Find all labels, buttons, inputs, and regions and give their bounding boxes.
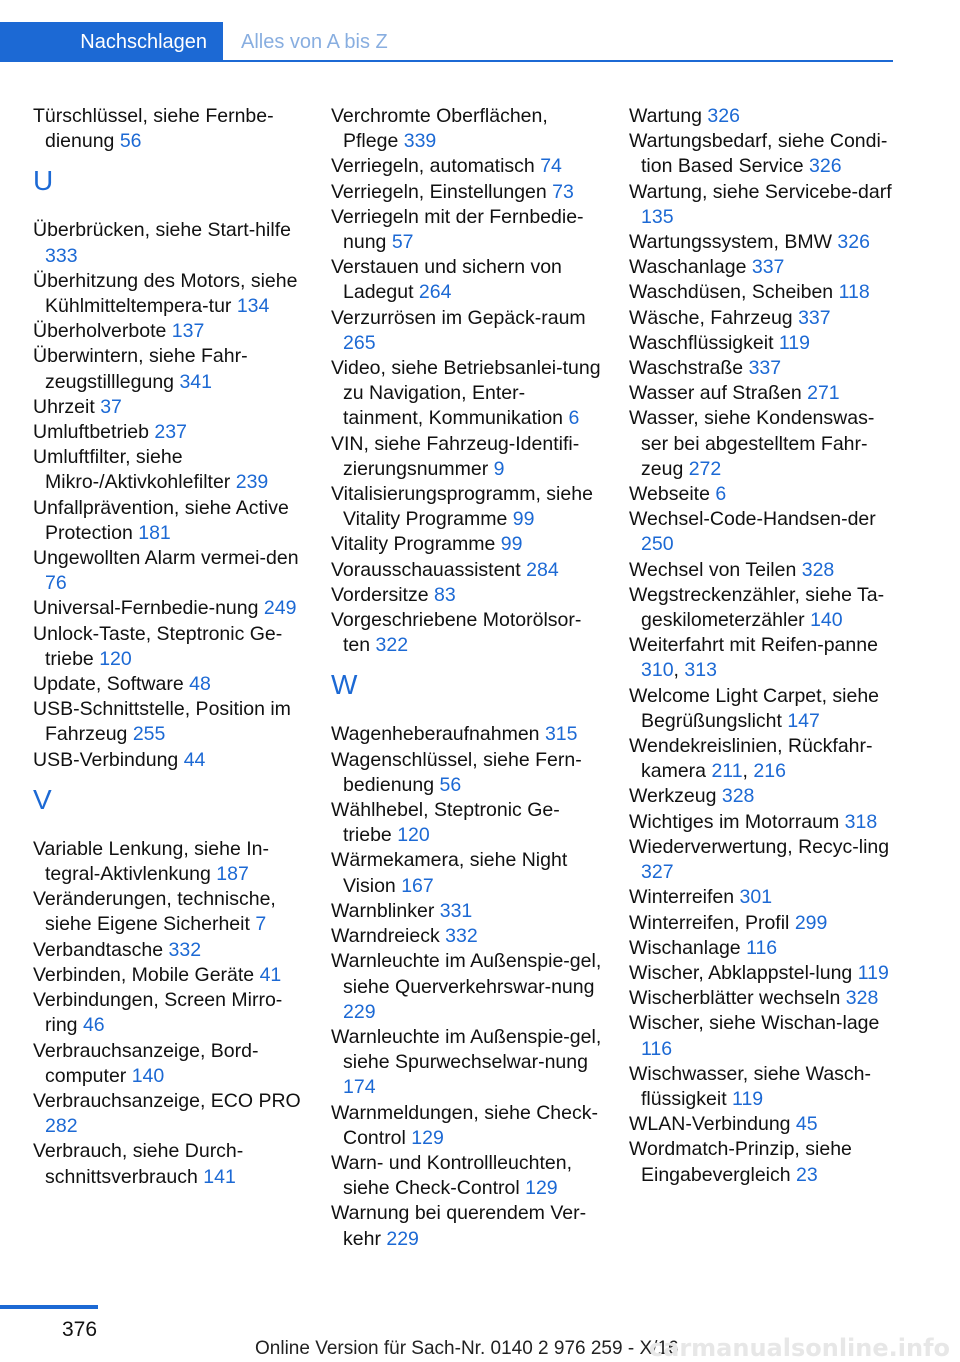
index-entry bbox=[629, 835, 901, 885]
index-entry bbox=[331, 722, 603, 747]
index-entry-term: Wischanlage bbox=[629, 936, 747, 959]
page-link[interactable]: 6 bbox=[715, 483, 727, 506]
page-link[interactable]: 331 bbox=[439, 899, 473, 922]
index-entry bbox=[33, 887, 305, 937]
page-link[interactable]: 301 bbox=[739, 886, 773, 909]
page-link[interactable]: 181 bbox=[138, 521, 171, 544]
page-link[interactable]: 265 bbox=[343, 331, 376, 354]
index-entry-term: Unlock-Taste, Steptronic Ge-triebe bbox=[33, 622, 283, 670]
index-entry-term: Überwintern, siehe Fahr-zeugstilllegung bbox=[33, 345, 248, 393]
index-entry-term: Verzurrösen im Gepäck-raum bbox=[331, 306, 586, 329]
index-entry bbox=[33, 697, 305, 747]
index-entry bbox=[33, 104, 305, 154]
page-link[interactable]: 46 bbox=[82, 1014, 105, 1037]
index-entry-term: Winterreifen bbox=[629, 886, 740, 909]
page-link[interactable]: 174 bbox=[343, 1076, 376, 1099]
index-entry-term: Wordmatch-Prinzip, siehe Eingabevergleich bbox=[629, 1138, 852, 1186]
page-link[interactable]: 229 bbox=[386, 1227, 419, 1250]
index-entry-term: Webseite bbox=[629, 483, 716, 506]
index-entry-term: Wärmekamera, siehe Night Vision bbox=[331, 849, 568, 897]
page-link[interactable]: 23 bbox=[796, 1163, 818, 1186]
section-tab[interactable] bbox=[0, 22, 223, 62]
index-entry bbox=[331, 1025, 603, 1101]
section-tab-label: Nachschlagen bbox=[80, 30, 207, 53]
page-link[interactable]: 332 bbox=[168, 938, 202, 961]
index-entry bbox=[629, 406, 901, 482]
index-entry-term: Verbindungen, Screen Mirro-ring bbox=[33, 989, 283, 1037]
page-link[interactable]: 328 bbox=[845, 987, 879, 1010]
page-link[interactable]: 327 bbox=[641, 861, 674, 884]
index-entry bbox=[331, 356, 603, 432]
index-entry bbox=[33, 319, 305, 344]
index-entry bbox=[33, 546, 305, 596]
page-link[interactable]: 74 bbox=[540, 155, 562, 178]
index-entry bbox=[629, 230, 901, 255]
index-entry bbox=[33, 269, 305, 319]
page-link[interactable]: 332 bbox=[445, 925, 478, 948]
page-link[interactable]: 299 bbox=[794, 911, 828, 934]
page-link[interactable]: 322 bbox=[375, 634, 409, 657]
index-entry bbox=[331, 848, 603, 898]
index-entry-term: Verriegeln mit der Fernbedie-nung bbox=[331, 205, 584, 254]
page-link[interactable]: 339 bbox=[403, 130, 437, 153]
subsection-tab-label: Alles von A bis Z bbox=[241, 30, 388, 53]
index-entry bbox=[629, 482, 901, 507]
page-link[interactable]: 313 bbox=[684, 659, 717, 682]
index-entry bbox=[331, 432, 603, 482]
index-column-3 bbox=[629, 104, 901, 1188]
index-entry bbox=[33, 496, 305, 546]
index-entry-term: Weiterfahrt mit Reifen-panne bbox=[629, 634, 878, 657]
page-link[interactable]: 341 bbox=[179, 370, 212, 393]
index-entry-term: USB-Verbindung bbox=[33, 748, 184, 771]
index-letter-heading: V bbox=[33, 783, 52, 815]
index-entry-term: Wegstreckenzähler, siehe Ta-geskilometerzähler bbox=[629, 583, 885, 632]
page-link[interactable]: 135 bbox=[641, 205, 674, 228]
page-number: 376 bbox=[62, 1318, 98, 1341]
page-link[interactable]: 249 bbox=[263, 597, 297, 620]
index-entry-term: Vordersitze bbox=[331, 583, 434, 606]
index-entry-term: Unfallprävention, siehe Active Protection bbox=[33, 496, 289, 544]
index-entry bbox=[33, 672, 305, 697]
index-entry-term: Universal-Fernbedie-nung bbox=[33, 597, 264, 620]
index-entry bbox=[629, 1011, 901, 1061]
index-entry bbox=[33, 596, 305, 621]
index-entry-term: Warnleuchte im Außenspie-gel, siehe Querverkehrswar-nung bbox=[331, 950, 602, 998]
index-entry-term: Wartung bbox=[629, 105, 708, 127]
index-entry-term: Türschlüssel, siehe Fernbe-dienung bbox=[33, 105, 274, 153]
index-entry-term: Überholverbote bbox=[33, 320, 172, 343]
index-entry bbox=[331, 1101, 603, 1151]
index-entry bbox=[331, 608, 603, 658]
page-link[interactable]: 282 bbox=[45, 1115, 78, 1138]
index-entry bbox=[629, 1062, 901, 1112]
index-entry-term: Verbinden, Mobile Geräte bbox=[33, 963, 260, 986]
page-link[interactable]: 337 bbox=[748, 357, 782, 380]
page-link[interactable]: 9 bbox=[493, 457, 505, 480]
index-entry bbox=[629, 936, 901, 961]
index-entry-term: Wischwasser, siehe Wasch-flüssigkeit bbox=[629, 1062, 872, 1110]
index-entry bbox=[331, 532, 603, 557]
index-entry bbox=[33, 395, 305, 420]
page-link[interactable]: 45 bbox=[795, 1113, 818, 1136]
page-link[interactable]: 57 bbox=[391, 231, 414, 254]
index-entry bbox=[629, 129, 901, 179]
index-entry-term: Wartung, siehe Servicebe-darf bbox=[629, 180, 892, 203]
page-link[interactable]: 310 bbox=[641, 659, 674, 682]
index-entry-term: Vitality Programme bbox=[331, 533, 501, 556]
page-link[interactable]: 187 bbox=[216, 863, 249, 886]
page-link[interactable]: 119 bbox=[732, 1087, 764, 1110]
index-entry bbox=[629, 784, 901, 809]
index-entry-term: Waschanlage bbox=[629, 256, 752, 279]
page-link[interactable]: 116 bbox=[746, 936, 778, 959]
page-link[interactable]: 137 bbox=[171, 320, 205, 343]
index-entry-term: Warnung bei querendem Ver-kehr bbox=[331, 1202, 587, 1250]
page-link[interactable]: 140 bbox=[131, 1064, 165, 1087]
page-link[interactable]: 328 bbox=[801, 558, 835, 581]
index-entry-term: Warnblinker bbox=[331, 899, 440, 922]
index-entry-term: Verriegeln, Einstellungen bbox=[331, 180, 553, 203]
index-letter-heading: W bbox=[331, 669, 358, 701]
index-entry-term: Veränderungen, technische, siehe Eigene Sicherheit bbox=[33, 888, 276, 936]
index-column-1 bbox=[33, 104, 305, 1190]
index-entry bbox=[33, 218, 305, 268]
page-link[interactable]: 333 bbox=[45, 244, 78, 267]
index-entry-term: Waschstraße bbox=[629, 357, 749, 380]
index-entry-term: Werkzeug bbox=[629, 785, 722, 808]
index-entry bbox=[331, 798, 603, 848]
index-entry bbox=[629, 911, 901, 936]
index-entry-term: Warnmeldungen, siehe Check-Control bbox=[331, 1101, 598, 1149]
page-link[interactable]: 272 bbox=[688, 457, 722, 480]
page-link[interactable]: 147 bbox=[787, 709, 820, 732]
index-entry bbox=[331, 949, 603, 1025]
page-link[interactable]: 211 bbox=[711, 760, 743, 783]
index-entry bbox=[629, 306, 901, 331]
index-entry-term: Welcome Light Carpet, siehe Begrüßungslicht bbox=[629, 684, 880, 732]
index-entry-term: Wagenheberaufnahmen bbox=[331, 723, 545, 746]
index-entry: Weiterfahrt mit Reifen-panne 310, 313 bbox=[629, 634, 878, 682]
index-entry-term: Wäsche, Fahrzeug bbox=[629, 306, 799, 329]
index-entry-term: Wischer, Abklappstel-lung bbox=[629, 961, 858, 984]
index-entry bbox=[331, 154, 603, 179]
index-entry-term: Verbandtasche bbox=[33, 938, 169, 961]
index-entry-term: Wischerblätter wechseln bbox=[629, 987, 846, 1010]
index-entry-term: Wiederverwertung, Recyc-ling bbox=[629, 835, 890, 858]
index-entry bbox=[33, 963, 305, 988]
index-entry bbox=[33, 837, 305, 887]
page-link[interactable]: 326 bbox=[707, 105, 740, 127]
index-entry bbox=[331, 104, 603, 154]
page-link[interactable]: 73 bbox=[552, 180, 574, 203]
page-link[interactable]: 83 bbox=[433, 583, 456, 606]
index-entry bbox=[629, 1137, 901, 1187]
page-link[interactable]: 116 bbox=[641, 1037, 673, 1060]
index-entry-term: Wagenschlüssel, siehe Fern-bedienung bbox=[331, 748, 582, 796]
index-entry-term: USB-Schnittstelle, Position im Fahrzeug bbox=[33, 698, 291, 746]
index-entry bbox=[629, 255, 901, 280]
page-link[interactable]: 141 bbox=[203, 1165, 236, 1188]
page-link[interactable]: 328 bbox=[721, 785, 755, 808]
index-entry-term: Verbrauchsanzeige, ECO PRO bbox=[33, 1089, 301, 1112]
page-link[interactable]: 120 bbox=[99, 647, 132, 670]
index-entry bbox=[33, 748, 305, 773]
index-entry bbox=[629, 356, 901, 381]
index-entry-term: Warnleuchte im Außenspie-gel, siehe Spurwechselwar-nung bbox=[331, 1025, 602, 1074]
index-entry-term: Wischer, siehe Wischan-lage bbox=[629, 1012, 880, 1035]
index-entry bbox=[331, 558, 603, 583]
page-link[interactable]: 167 bbox=[401, 874, 434, 897]
page-link[interactable]: 229 bbox=[343, 1000, 376, 1023]
subsection-tab[interactable] bbox=[241, 22, 388, 62]
index-entry bbox=[331, 306, 603, 356]
page-link[interactable]: 284 bbox=[526, 558, 559, 581]
page-link[interactable]: 134 bbox=[236, 295, 270, 318]
index-entry bbox=[331, 583, 603, 608]
index-entry bbox=[331, 899, 603, 924]
watermark: carmanualsonline.info bbox=[648, 1334, 950, 1362]
index-entry-term: Verbrauchsanzeige, Bord-computer bbox=[33, 1039, 259, 1087]
page-link[interactable]: 44 bbox=[183, 748, 206, 771]
index-entry-term: Uhrzeit bbox=[33, 395, 101, 418]
edition-note: Online Version für Sach-Nr. 0140 2 976 259 - X/16 bbox=[255, 1338, 679, 1359]
page-link[interactable]: 99 bbox=[500, 533, 523, 556]
page-link[interactable]: 337 bbox=[751, 256, 785, 279]
index-entry-term: Warn- und Kontrollleuchten, siehe Check-Control bbox=[331, 1151, 572, 1200]
page-link[interactable]: 48 bbox=[189, 673, 211, 696]
index-entry-term: VIN, siehe Fahrzeug-Identifi-zierungsnummer bbox=[331, 432, 580, 480]
index-entry bbox=[629, 558, 901, 583]
index-entry-term: Verchromte Oberflächen, Pflege bbox=[331, 105, 548, 153]
index-entry bbox=[629, 684, 901, 734]
page-link[interactable]: 56 bbox=[439, 773, 462, 796]
page-link[interactable]: 326 bbox=[837, 231, 870, 254]
index-entry-term: Wählhebel, Steptronic Ge-triebe bbox=[331, 799, 560, 847]
index-entry bbox=[331, 180, 603, 205]
index-entry bbox=[33, 938, 305, 963]
page-link[interactable]: 318 bbox=[844, 810, 878, 833]
index-entry bbox=[33, 344, 305, 394]
index-entry: Wendekreislinien, Rückfahr-kamera 211, 216 bbox=[629, 735, 873, 783]
page-link[interactable]: 337 bbox=[798, 306, 831, 329]
page-link[interactable]: 255 bbox=[132, 723, 166, 746]
page-link[interactable]: 56 bbox=[119, 130, 142, 153]
index-entry-term: Update, Software bbox=[33, 673, 190, 696]
index-entry-term: Überhitzung des Motors, siehe Kühlmitteltempera-tur bbox=[33, 269, 298, 318]
index-entry bbox=[33, 988, 305, 1038]
index-entry bbox=[331, 1201, 603, 1251]
index-entry bbox=[629, 986, 901, 1011]
index-entry bbox=[331, 924, 603, 949]
index-letter-heading: U bbox=[33, 165, 54, 197]
index-entry-term: Waschflüssigkeit bbox=[629, 331, 779, 354]
index-entry bbox=[33, 1089, 305, 1139]
index-entry bbox=[331, 748, 603, 798]
page-link[interactable]: 129 bbox=[411, 1126, 444, 1149]
index-entry bbox=[33, 445, 305, 495]
index-entry bbox=[629, 180, 901, 230]
page-link[interactable]: 76 bbox=[45, 572, 67, 595]
index-entry-term: Wechsel-Code-Handsen-der bbox=[629, 508, 876, 531]
index-entry bbox=[629, 104, 901, 129]
index-entry-term: Verriegeln, automatisch bbox=[331, 155, 541, 178]
index-entry-term: Ungewollten Alarm vermei-den bbox=[33, 547, 299, 570]
page-link[interactable]: 326 bbox=[809, 155, 842, 178]
index-entry-term: Wasser auf Straßen bbox=[629, 382, 808, 405]
index-entry bbox=[629, 280, 901, 305]
index-entry bbox=[331, 482, 603, 532]
index-entry bbox=[33, 622, 305, 672]
index-entry-term: Video, siehe Betriebsanlei-tung zu Navigation, Enter-tainment, Kommunikation bbox=[331, 357, 601, 430]
index-entry-term: Wechsel von Teilen bbox=[629, 558, 802, 581]
footer-rule bbox=[0, 1305, 98, 1309]
index-entry-term: Wichtiges im Motorraum bbox=[629, 810, 845, 833]
index-entry-term: WLAN-Verbindung bbox=[629, 1113, 796, 1136]
page-link[interactable]: 99 bbox=[512, 508, 535, 531]
index-entry bbox=[629, 810, 901, 835]
index-entry bbox=[33, 420, 305, 445]
page-link[interactable]: 216 bbox=[753, 760, 786, 783]
index-entry-term: Vitalisierungsprogramm, siehe Vitality Programme bbox=[331, 483, 593, 531]
index-entry-term: Wasser, siehe Kondenswas-ser bei abgestelltem Fahr-zeug bbox=[629, 407, 875, 480]
index-entry bbox=[33, 1039, 305, 1089]
page-link[interactable]: 129 bbox=[525, 1177, 558, 1200]
index-entry-term: Verstauen und sichern von Ladegut bbox=[331, 256, 562, 304]
index-entry bbox=[629, 961, 901, 986]
page-link[interactable]: 118 bbox=[838, 281, 870, 304]
index-entry bbox=[331, 1151, 603, 1201]
page-link[interactable]: 7 bbox=[255, 913, 267, 936]
page-link[interactable]: 119 bbox=[778, 331, 810, 354]
index-entry bbox=[33, 1139, 305, 1189]
index-entry-term: Vorausschauassistent bbox=[331, 558, 527, 581]
index-entry bbox=[331, 255, 603, 305]
page-link[interactable]: 237 bbox=[154, 421, 187, 444]
page-link[interactable]: 239 bbox=[235, 471, 269, 494]
index-entry bbox=[629, 1112, 901, 1137]
index-entry bbox=[629, 331, 901, 356]
page-link[interactable]: 41 bbox=[259, 963, 282, 986]
index-entry bbox=[629, 885, 901, 910]
page-link[interactable]: 271 bbox=[807, 382, 840, 405]
page-link[interactable]: 37 bbox=[100, 395, 122, 418]
index-entry-term: Wartungsbedarf, siehe Condi-tion Based Service bbox=[629, 130, 888, 178]
index-entry-term: Winterreifen, Profil bbox=[629, 911, 795, 934]
page-link[interactable]: 6 bbox=[568, 407, 580, 430]
page-link[interactable]: 264 bbox=[418, 281, 452, 304]
index-entry-term: Wartungssystem, BMW bbox=[629, 231, 838, 254]
page-link[interactable]: 140 bbox=[810, 609, 843, 632]
index-column-2 bbox=[331, 104, 603, 1252]
page-link[interactable]: 315 bbox=[544, 723, 578, 746]
index-entry bbox=[331, 205, 603, 255]
page-link[interactable]: 250 bbox=[641, 533, 674, 556]
page-link[interactable]: 120 bbox=[397, 824, 430, 847]
index-entry-term: Waschdüsen, Scheiben bbox=[629, 281, 839, 304]
index-entry-term: Variable Lenkung, siehe In-tegral-Aktivlenkung bbox=[33, 837, 269, 886]
index-entry-term: Überbrücken, siehe Start-hilfe bbox=[33, 219, 291, 242]
index-entry-term: Umluftbetrieb bbox=[33, 421, 155, 444]
index-entry bbox=[629, 381, 901, 406]
index-entry bbox=[629, 583, 901, 633]
index-entry-term: Vorgeschriebene Motorölsor-ten bbox=[331, 609, 582, 657]
index-entry-term: Umluftfilter, siehe Mikro-/Aktivkohlefilter bbox=[33, 446, 236, 494]
index-entry bbox=[629, 507, 901, 557]
page-link[interactable]: 119 bbox=[857, 961, 889, 984]
index-entry-term: Warndreieck bbox=[331, 925, 446, 948]
index-entry-term: Wendekreislinien, Rückfahr-kamera bbox=[629, 735, 873, 783]
index-entry-term: Verbrauch, siehe Durch-schnittsverbrauch bbox=[33, 1140, 244, 1188]
